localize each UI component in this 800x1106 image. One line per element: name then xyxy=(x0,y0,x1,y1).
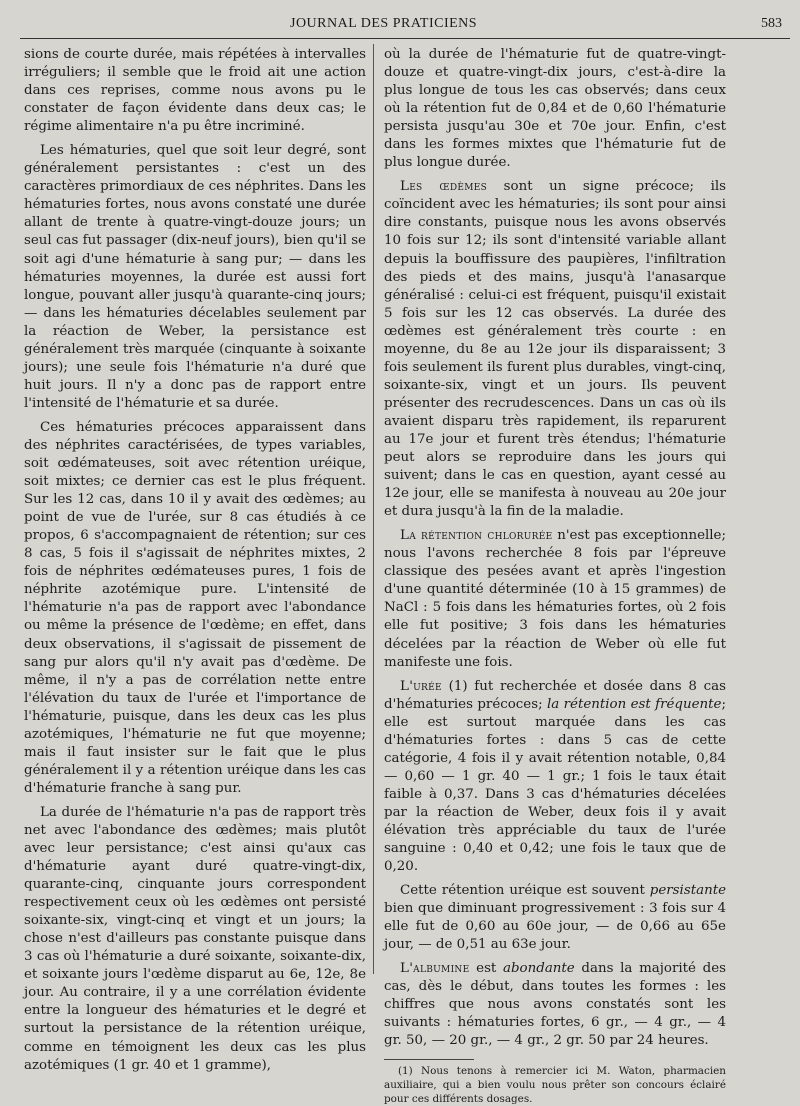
paragraph: Les hématuries, quel que soit leur degré, sont généralement persistantes : c'est un des caractères primordiaux de ces néphrites. Dans les hématuries fortes, nous avons constaté une durée allant de trente à quatre-vingt-douze jours; un seul cas fut passager (dix-neuf jours), bien qu'il se soit agi d'une hématurie à sang pur; — dans les hématuries moyennes, la durée est aussi fort longue, pouvant aller jusqu'à quarante-cinq jours; — dans les hématuries décelables seulement par la réaction de Weber, la persistance est généralement très marquée (cinquante à soixante jours); une seule fois l'hématurie n'a duré que huit jours. Il n'y a donc pas de rapport entre l'intensité de l'hématurie et sa durée. xyxy=(24,143,366,411)
footnote-text: (1) Nous tenons à remercier ici M. Waton, pharmacien auxiliaire, qui a bien voulu nous prêter son concours éclairé pour ces différents dosages. xyxy=(384,1064,726,1105)
page-header xyxy=(20,12,790,39)
emphasis: abondante xyxy=(503,961,575,977)
page-number: 583 xyxy=(761,16,782,31)
paragraph-text: ; elle est surtout marquée dans les cas d'hématuries fortes : dans 5 cas de cette catégorie, 4 fois il y avait rétention notable, 0,84 — 0,60 — 1 gr. 40 — 1 gr.; 1 fois le taux était faible à 0,37. Dans 3 cas d'hématuries décelées par la réaction de Weber, deux fois il y avait élévation très appréciable du taux de l'urée sanguine : 0,40 et 0,42; une fois le taux que de 0,20. xyxy=(384,696,726,875)
paragraph: sions de courte durée, mais répétées à intervalles irréguliers; il semble que le froid ait une action dans ces reprises, comme nous avons pu le constater de façon évidente dans deux cas; le régime alimentaire n'a pu être incriminé. xyxy=(24,47,366,135)
right-column xyxy=(384,46,726,1106)
paragraph xyxy=(384,678,726,877)
paragraph xyxy=(384,882,726,954)
emphasis: persistante xyxy=(649,883,726,899)
column-divider xyxy=(373,44,374,974)
paragraph-text: n'est pas exceptionnelle; nous l'avons recherchée 8 fois par l'épreuve classique des pesées avant et après l'ingestion d'une quantité déterminée (10 à 15 grammes) de NaCl : 5 fois dans les hématuries fortes, où 2 fois elle fut positive; 3 fois dans les hématuries décelées par la réaction de Weber où elle fut manifeste une fois. xyxy=(384,528,726,670)
paragraph: Ces hématuries précoces apparaissent dans des néphrites caractérisées, de types variables, soit œdémateuses, soit avec rétention uréique, soit mixtes; ce dernier cas est le plus fréquent. Sur les 12 cas, dans 10 il y avait des œdèmes; au point de vue de l'urée, sur 8 cas étudiés à ce propos, 6 s'accompagnaient de rétention; sur ces 8 cas, 5 fois il s'agissait de néphrites mixtes, 2 fois de néphrites œdémateuses pures, 1 fois de néphrite azotémique pure. L'intensité de l'hématurie n'a pas de rapport avec l'abondance ou même la présence de l'œdème; en effet, dans deux observations, il s'agissait de pissement de sang pur alors qu'il n'y avait pas d'œdème. De même, il n'y a pas de corrélation nette entre l'élévation du taux de l'urée et l'importance de l'hématurie, puisque, dans les deux cas les plus azotémiques, l'hématurie ne fut que moyenne; mais il faut insister sur le fait que le plus généralement il y a rétention uréique dans les cas d'hématurie franche à sang pur. xyxy=(24,419,366,796)
emphasis: la rétention est fréquente xyxy=(546,696,722,712)
paragraph-text: dans la majorité des cas, dès le début, dans toutes les formes : les chiffres que nous avons constatés sont les suivants : hématuries fortes, 6 gr., — 4 gr., — 4 gr. 50, — 20 gr., — 4 gr., 2 gr. 50 par 24 heures. xyxy=(384,961,726,1049)
left-column xyxy=(24,46,366,1081)
paragraph-text: sont un signe précoce; ils coïncident avec les hématuries; ils sont pour ainsi dire constants, puisque nous les avons observés 10 fois sur 12; ils sont d'intensité variable allant depuis la bouffissure des paupières, l'infiltration des pieds et des mains, jusqu'à l'anasarque généralisé : celui-ci est fréquent, puisqu'il existait 5 fois sur les 12 cas observés. La durée des œdèmes est généralement très courte : en moyenne, du 8e au 12e jour ils disparaissent; 3 fois seulement ils furent plus durables, vingt-cinq, soixante-six, vingt et un jours. Ils peuvent présenter des recrudescences. Dans un cas où ils avaient disparu très rapidement, ils reparurent au 17e jour et furent très étendus; l'hématurie peut alors se reproduire dans les jours qui suivent; dans le cas en question, ayant cessé au 12e jour, elle se manifesta à nouveau au 20e jour et dura jusqu'à la fin de la maladie. xyxy=(384,179,727,520)
section-lead: Les œdèmes xyxy=(400,179,488,195)
section-lead: La rétention chlorurée xyxy=(400,528,553,544)
paragraph-text: est xyxy=(469,961,503,977)
section-lead: L'urée xyxy=(400,678,442,694)
paragraph xyxy=(384,960,726,1050)
section-lead: L'albumine xyxy=(400,961,470,977)
paragraph-text: bien que diminuant progressivement : 3 fois sur 4 elle fut de 0,60 au 60e jour, — de 0,66 au 65e jour, — de 0,51 au 63e jour. xyxy=(384,901,726,953)
footnote-rule xyxy=(384,1059,474,1060)
paragraph: La durée de l'hématurie n'a pas de rapport très net avec l'abondance des œdèmes; mais plutôt avec leur persistance; c'est ainsi qu'aux cas d'hématurie ayant duré quatre-vingt-dix, quarante-cinq, cinquante jours correspondent respectivement ceux où les œdèmes ont persisté soixante-six, vingt-cinq et vingt et un jours; la chose n'est d'ailleurs pas constante puisque dans 3 cas où l'hématurie a duré soixante, soixante-dix, et soixante jours l'œdème disparut au 6e, 12e, 8e jour. Au contraire, il y a une corrélation évidente entre la longueur des hématuries et le degré et surtout la persistance de la rétention uréique, comme en témoignent les deux cas les plus azotémiques (1 gr. 40 et 1 gramme), xyxy=(24,804,366,1073)
running-title: JOURNAL DES PRATICIENS xyxy=(290,16,478,31)
paragraph xyxy=(384,178,726,521)
paragraph xyxy=(384,527,726,671)
footnote xyxy=(384,1064,726,1106)
paragraph-text: Cette rétention uréique est souvent xyxy=(400,883,650,899)
paragraph: où la durée de l'hématurie fut de quatre-vingt-douze et quatre-vingt-dix jours, c'est-à-dire la plus longue de tous les cas observés; dans ceux où la rétention fut de 0,84 et de 0,60 l'hématurie persista jusqu'au 30e et 70e jour. Enfin, c'est dans les formes mixtes que l'hématurie fut de plus longue durée. xyxy=(384,47,726,171)
paragraph-text: (1) fut recherchée et dosée dans 8 cas d'hématuries précoces; xyxy=(384,678,726,712)
